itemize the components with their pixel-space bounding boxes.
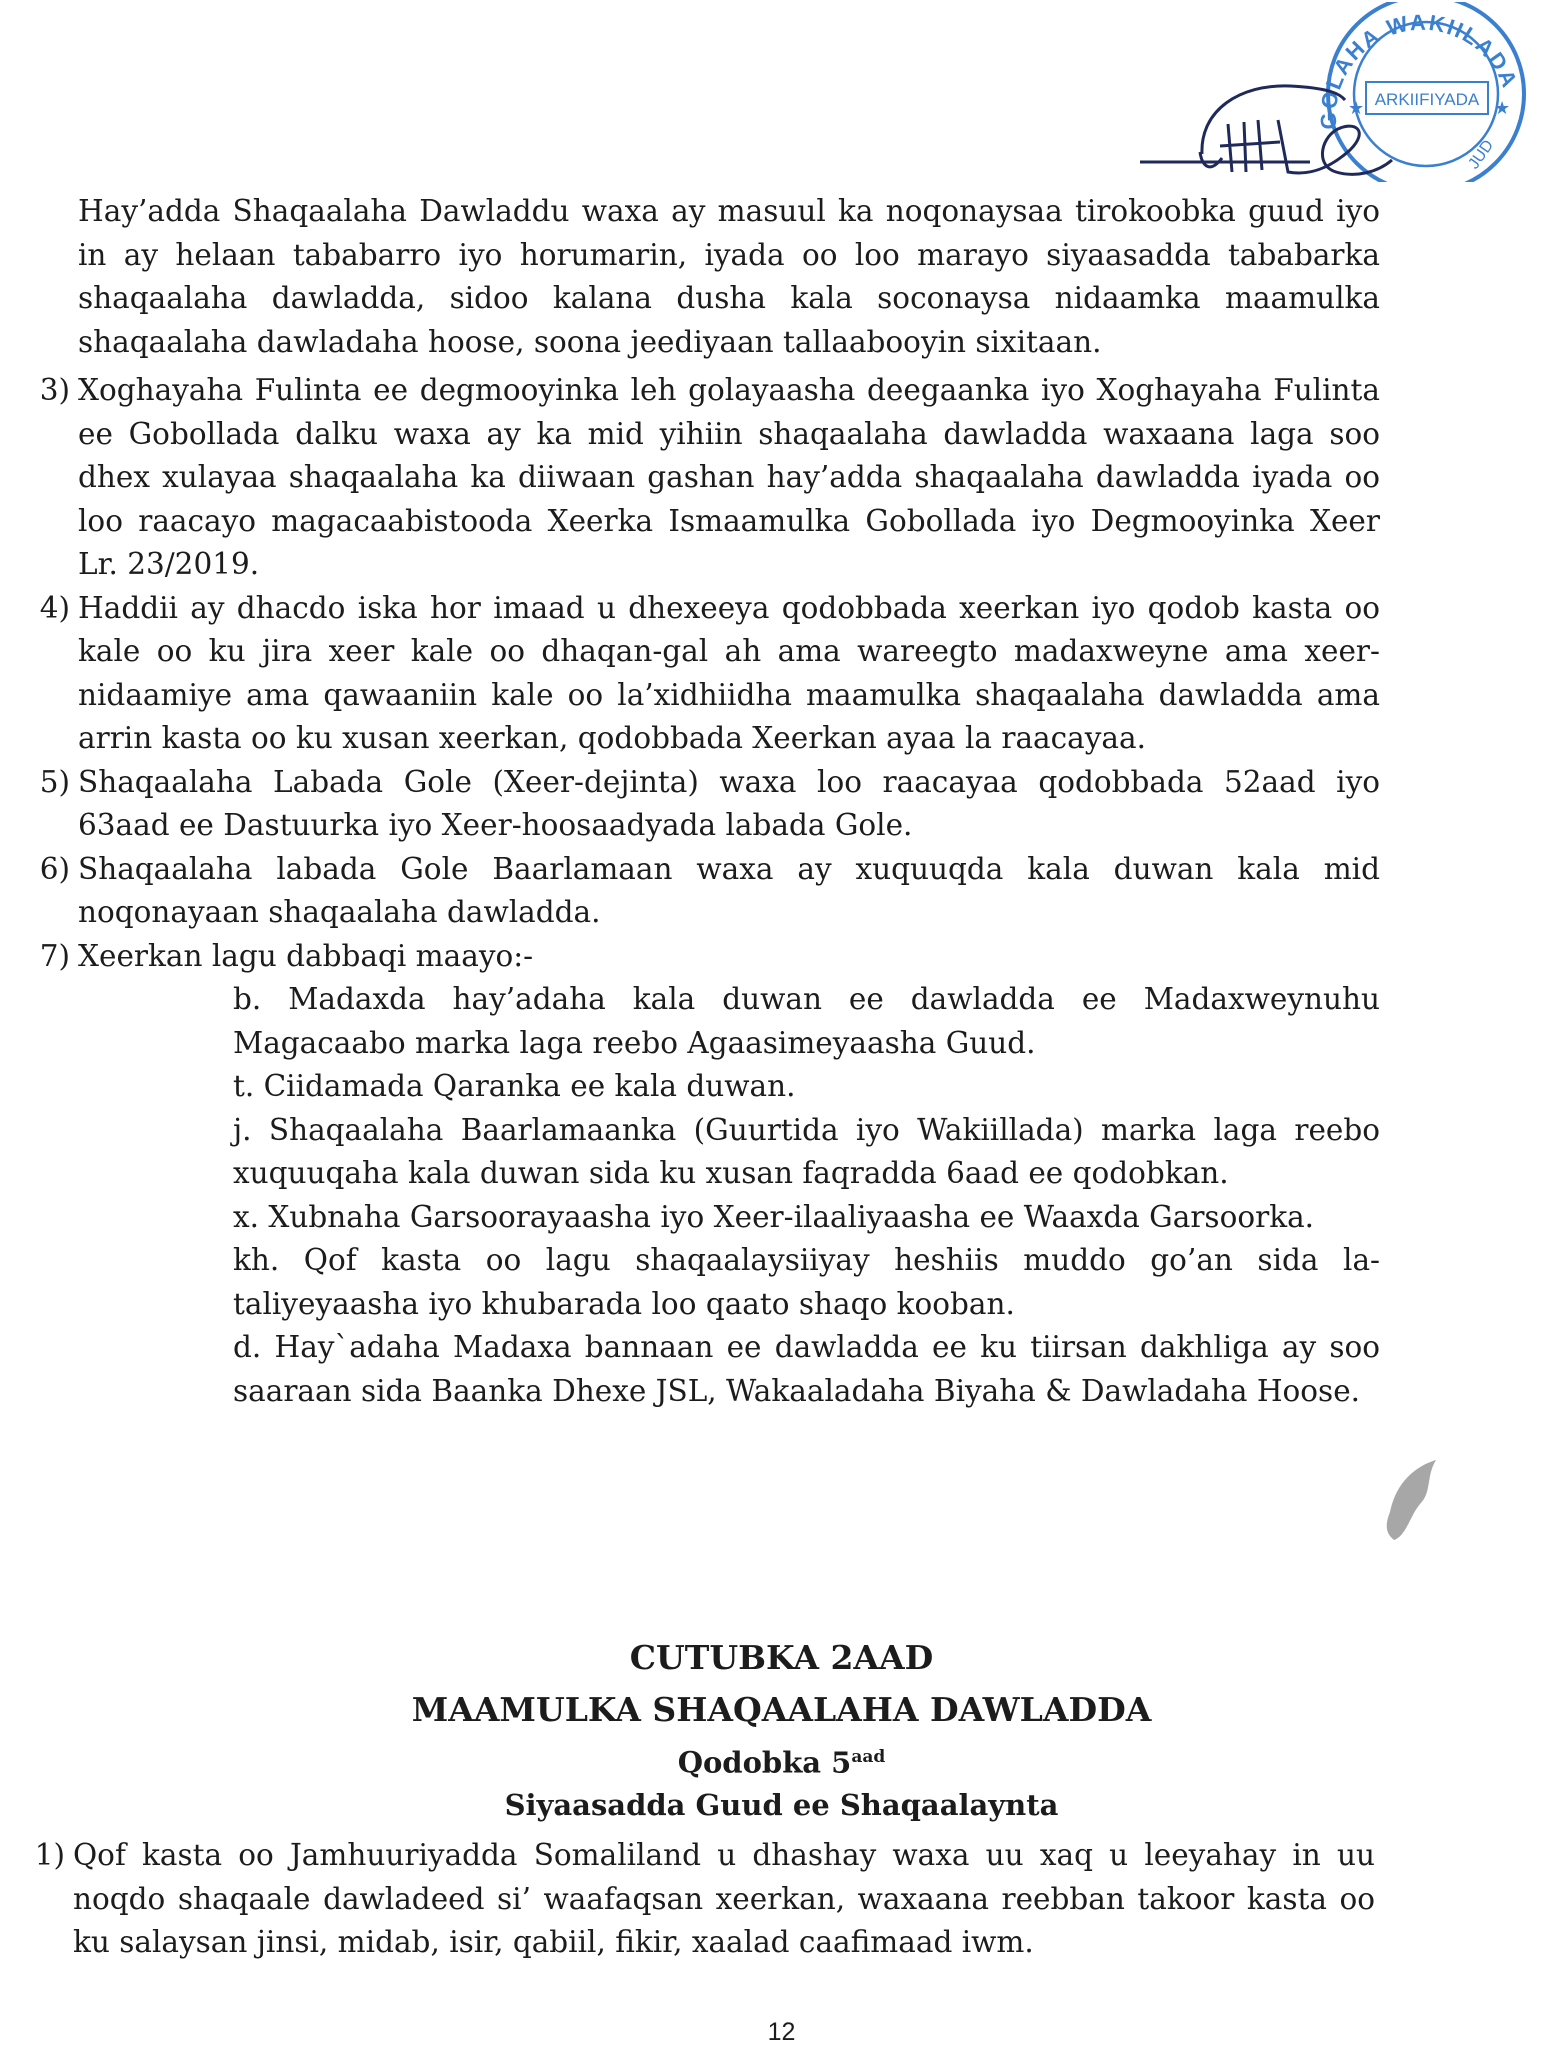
star-icon: ★ — [1494, 98, 1511, 119]
sub-item: b. Madaxda hay’adaha kala duwan ee dawladda ee Madaxweynuhu Magacaabo marka laga reebo Agaasimeyaasha Guud. — [233, 982, 1380, 1060]
item-text: Shaqaalaha labada Gole Baarlamaan waxa ay xuquuqda kala duwan kala mid noqonayaan shaqaalaha dawladda. — [78, 851, 1380, 929]
signature — [1140, 80, 1480, 180]
item-text: Xeerkan lagu dabbaqi maayo:- — [78, 938, 534, 973]
list-item — [39, 587, 1380, 761]
exclusions-sublist — [78, 978, 1380, 1413]
item-text: Xoghayaha Fulinta ee degmooyinka leh golayaasha deegaanka iyo Xoghayaha Fulinta ee Gobollada dalku waxa ay ka mid yihiin shaqaalaha dawladda waxaana laga soo dhex xulayaa shaqaalaha ka diiwaan gashan hay’adda shaqaalaha dawladda iyada oo loo raacayo magacaabistooda Xeerka Ismaamulka Gobollada iyo Degmooyinka Xeer Lr. 23/2019. — [78, 373, 1380, 581]
item-number: 6) — [39, 851, 70, 886]
list-item — [34, 1834, 1375, 1965]
item-number: 7) — [39, 938, 70, 973]
article-number: Qodobka 5 — [677, 1745, 852, 1780]
sub-item: x. Xubnaha Garsoorayaasha iyo Xeer-ilaaliyaasha ee Waaxda Garsoorka. — [233, 1199, 1315, 1234]
item-text: Haddii ay dhacdo iska hor imaad u dhexeeya qodobbada xeerkan iyo qodob kasta oo kale oo ku jira xeer kale oo dhaqan-gal ah ama wareegto madaxweyne ama xeer-nidaamiye ama qawaaniin kale oo la’xidhiidha maamulka shaqaalaha dawladda ama arrin kasta oo ku xusan xeerkan, qodobbada Xeerkan ayaa la raacayaa. — [78, 590, 1380, 755]
sub-item: kh. Qof kasta oo lagu shaqaalaysiiyay heshiis muddo go’an sida la- taliyeyaasha iyo khubarada loo qaato shaqo kooban. — [233, 1243, 1380, 1321]
stamp-center-text: ARKIIFIYADA — [1374, 90, 1480, 109]
list-item — [39, 369, 1380, 587]
sub-item: t. Ciidamada Qaranka ee kala duwan. — [233, 1069, 796, 1103]
item-number: 4) — [39, 590, 70, 625]
list-item — [39, 761, 1380, 848]
star-icon: ★ — [1348, 98, 1365, 119]
scan-blot — [1376, 1452, 1448, 1544]
item-text: Shaqaalaha Labada Gole (Xeer-dejinta) waxa loo raacayaa qodobbada 52aad iyo 63aad ee Dastuurka iyo Xeer-hoosaadyada labada Gole. — [78, 764, 1380, 842]
page-number: 12 — [767, 2018, 796, 2046]
sub-item: j. Shaqaalaha Baarlamaanka (Guurtida iyo Wakiillada) marka laga reebo xuquuqaha kala duwan sida ku xusan faqradda 6aad ee qodobkan. — [233, 1112, 1380, 1190]
stamp-bottom-text: JUD — [1465, 137, 1498, 173]
item-number: 3) — [39, 373, 70, 407]
article-suffix: aad — [851, 1747, 886, 1767]
stamp-ring-text: GOLAHA WAKIILADA — [1315, 9, 1523, 130]
chapter-heading — [0, 1632, 1563, 1826]
chapter-subtitle: MAAMULKA SHAQAALAHA DAWLADDA — [411, 1690, 1152, 1729]
intro-paragraph: Hay’adda Shaqaalaha Dawladdu waxa ay masuul ka noqonaysaa tirokoobka guud iyo in ay helaan tababarro iyo horumarin, iyada oo loo marayo siyaasadda tababarka shaqaalaha dawladda, sidoo kalana dusha kala soconaysa nidaamka maamulka shaqaalaha dawladaha hoose, soona jeediyaan tallaabooyin sixitaan. — [78, 194, 1380, 359]
item-number: 5) — [39, 764, 70, 799]
numbered-list — [39, 369, 1380, 1413]
item-number: 1) — [34, 1838, 65, 1872]
list-item — [39, 935, 1380, 979]
article-title: Siyaasadda Guud ee Shaqaalaynta — [504, 1787, 1059, 1822]
sub-item: d. Hay`adaha Madaxa bannaan ee dawladda ee ku tiirsan dakhliga ay soo saaraan sida Baanka Dhexe JSL, Wakaaladaha Biyaha & Dawladaha Hoose. — [233, 1330, 1380, 1408]
article-heading — [0, 1736, 1563, 1784]
item-text: Qof kasta oo Jamhuuriyadda Somaliland u dhashay waxa uu xaq u leeyahay in uu noqdo shaqaale dawladeed si’ waafaqsan xeerkan, waxaana reebban takoor kasta oo ku salaysan jinsi, midab, isir, qabiil, fikir, xaalad caafimaad iwm. — [73, 1838, 1375, 1959]
list-item — [39, 848, 1380, 935]
chapter-title: CUTUBKA 2AAD — [629, 1638, 934, 1677]
